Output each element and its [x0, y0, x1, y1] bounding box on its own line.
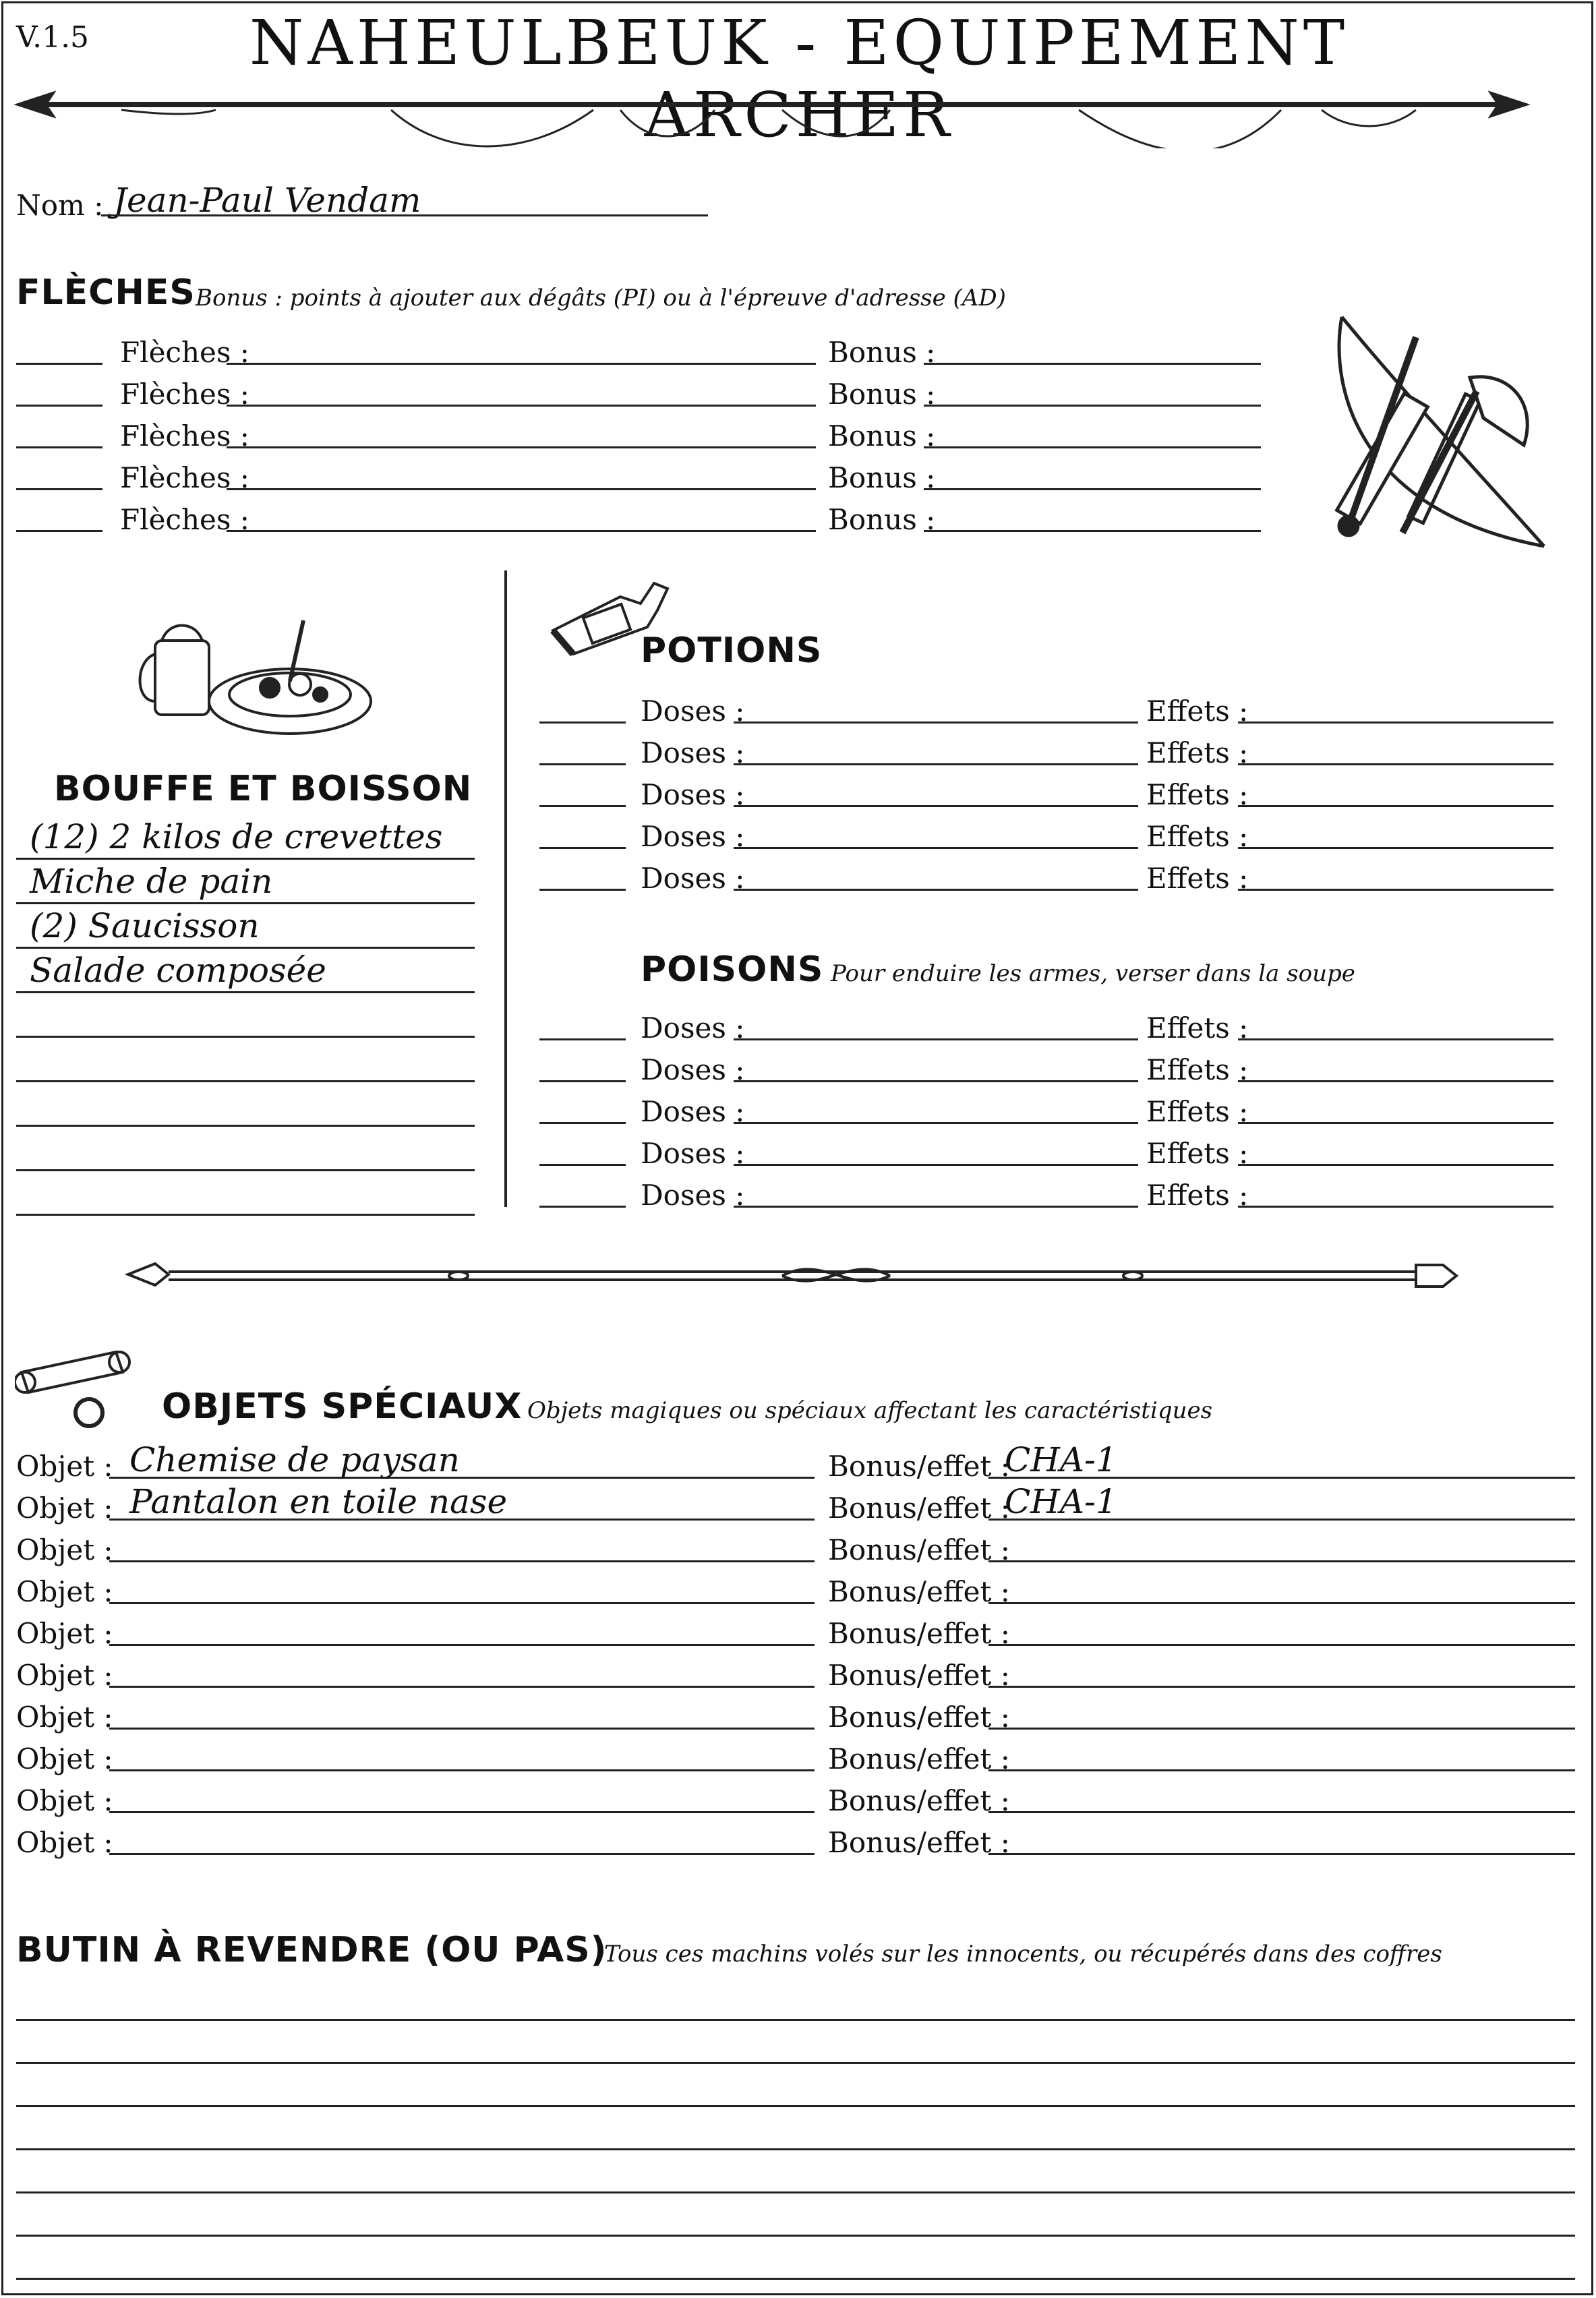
poisons-heading: POISONS [641, 949, 824, 990]
bouffe-underline [16, 947, 475, 949]
potions-heading: POTIONS [641, 630, 823, 671]
fleches-subtitle: Bonus : points à ajouter aux dégâts (PI) ou à l'épreuve d'adresse (AD) [196, 285, 1006, 312]
poisons-effets-field[interactable] [1238, 1080, 1554, 1082]
objet-underline [109, 1853, 815, 1855]
objet-bonus-underline [988, 1602, 1575, 1604]
version-label: V.1.5 [16, 20, 90, 55]
objet-bonus-label: Bonus/effet : [828, 1826, 1010, 1859]
objet-bonus-label: Bonus/effet : [828, 1742, 1010, 1775]
fleches-bonus-field[interactable] [924, 446, 1261, 448]
poisons-quantity-field[interactable] [539, 1206, 626, 1208]
objet-label: Objet : [16, 1784, 113, 1817]
butin-line-field[interactable] [16, 2148, 1575, 2150]
objet-bonus-underline [988, 1853, 1575, 1855]
poisons-doses-field[interactable] [734, 1206, 1138, 1208]
objets-subtitle: Objets magiques ou spéciaux affectant les caractéristiques [527, 1397, 1213, 1424]
potions-doses-label: Doses : [641, 778, 745, 811]
fleches-quantity-field[interactable] [16, 363, 102, 365]
potions-quantity-field[interactable] [539, 721, 626, 724]
butin-line-field[interactable] [16, 2019, 1575, 2021]
poisons-doses-field[interactable] [734, 1038, 1138, 1040]
objet-bonus-label: Bonus/effet : [828, 1533, 1010, 1566]
bouffe-underline [16, 902, 475, 904]
objet-label: Objet : [16, 1701, 113, 1734]
objet-underline [109, 1769, 815, 1771]
butin-line-field[interactable] [16, 2235, 1575, 2237]
objets-heading: OBJETS SPÉCIAUX [162, 1386, 523, 1427]
potions-effets-label: Effets : [1146, 820, 1249, 853]
nom-underline [101, 214, 708, 216]
objet-underline [109, 1686, 815, 1688]
bouffe-item[interactable]: (12) 2 kilos de crevettes [30, 817, 443, 856]
objet-bonus-underline [988, 1728, 1575, 1730]
poisons-doses-field[interactable] [734, 1080, 1138, 1082]
objet-bonus-label: Bonus/effet : [828, 1575, 1010, 1608]
objet-label: Objet : [16, 1617, 113, 1650]
poisons-doses-label: Doses : [641, 1095, 745, 1128]
objet-bonus-underline [988, 1686, 1575, 1688]
poisons-effets-label: Effets : [1146, 1137, 1249, 1170]
potions-effets-field[interactable] [1238, 847, 1554, 849]
potions-doses-label: Doses : [641, 695, 745, 728]
bouffe-underline [16, 1125, 475, 1127]
fleches-bonus-label: Bonus : [828, 461, 936, 494]
potions-effets-field[interactable] [1238, 763, 1554, 765]
poisons-quantity-field[interactable] [539, 1038, 626, 1040]
poisons-doses-label: Doses : [641, 1179, 745, 1212]
potions-doses-field[interactable] [734, 847, 1138, 849]
poisons-doses-label: Doses : [641, 1011, 745, 1044]
fleches-name-field[interactable] [227, 488, 816, 490]
objet-label: Objet : [16, 1659, 113, 1692]
potions-effets-label: Effets : [1146, 736, 1249, 769]
scroll-ring-icon [15, 1345, 150, 1433]
poisons-effets-label: Effets : [1146, 1011, 1249, 1044]
fleches-bonus-label: Bonus : [828, 378, 936, 411]
potions-quantity-field[interactable] [539, 805, 626, 807]
fleches-bonus-field[interactable] [924, 405, 1261, 407]
fleches-name-field[interactable] [227, 405, 816, 407]
arrow-divider-icon [13, 84, 1531, 148]
poisons-effets-field[interactable] [1238, 1122, 1554, 1124]
fleches-row-label: Flèches : [120, 503, 249, 536]
potions-doses-label: Doses : [641, 736, 745, 769]
poisons-subtitle: Pour enduire les armes, verser dans la soupe [831, 960, 1355, 987]
objet-bonus-underline [988, 1811, 1575, 1813]
poisons-doses-label: Doses : [641, 1053, 745, 1086]
objet-bonus-value[interactable]: CHA-1 [1005, 1482, 1117, 1521]
poisons-quantity-field[interactable] [539, 1164, 626, 1166]
objet-bonus-value[interactable]: CHA-1 [1005, 1440, 1117, 1479]
potions-doses-field[interactable] [734, 721, 1138, 724]
objet-bonus-label: Bonus/effet : [828, 1784, 1010, 1817]
page-title: NAHEULBEUK - EQUIPEMENT ARCHER [249, 7, 1349, 151]
fleches-name-field[interactable] [227, 363, 816, 365]
objet-bonus-label: Bonus/effet : [828, 1701, 1010, 1734]
poisons-effets-label: Effets : [1146, 1179, 1249, 1212]
fleches-row-label: Flèches : [120, 336, 249, 369]
fleches-quantity-field[interactable] [16, 488, 102, 490]
potions-effets-label: Effets : [1146, 695, 1249, 728]
poisons-doses-label: Doses : [641, 1137, 745, 1170]
fleches-bonus-field[interactable] [924, 363, 1261, 365]
potions-quantity-field[interactable] [539, 763, 626, 765]
fleches-row-label: Flèches : [120, 461, 249, 494]
fleches-name-field[interactable] [227, 530, 816, 532]
butin-line-field[interactable] [16, 2278, 1575, 2280]
objet-bonus-underline [988, 1769, 1575, 1771]
poisons-effets-label: Effets : [1146, 1053, 1249, 1086]
fleches-bonus-field[interactable] [924, 530, 1261, 532]
fleches-quantity-field[interactable] [16, 405, 102, 407]
potions-quantity-field[interactable] [539, 889, 626, 891]
fleches-heading: FLÈCHES [16, 272, 196, 313]
objet-bonus-label: Bonus/effet : [828, 1450, 1010, 1483]
bouffe-item[interactable]: (2) Saucisson [30, 906, 260, 945]
poisons-doses-field[interactable] [734, 1122, 1138, 1124]
poisons-quantity-field[interactable] [539, 1080, 626, 1082]
objet-underline [109, 1602, 815, 1604]
potions-doses-field[interactable] [734, 763, 1138, 765]
potions-effets-field[interactable] [1238, 721, 1554, 724]
potions-doses-label: Doses : [641, 862, 745, 895]
crossed-weapons-icon [1322, 310, 1564, 553]
fleches-quantity-field[interactable] [16, 446, 102, 448]
fleches-bonus-label: Bonus : [828, 503, 936, 536]
objet-bonus-label: Bonus/effet : [828, 1492, 1010, 1525]
butin-subtitle: Tous ces machins volés sur les innocents, ou récupérés dans des coffres [604, 1941, 1442, 1968]
potions-doses-label: Doses : [641, 820, 745, 853]
potions-doses-field[interactable] [734, 889, 1138, 891]
poisons-effets-label: Effets : [1146, 1095, 1249, 1128]
objet-label: Objet : [16, 1450, 113, 1483]
butin-line-field[interactable] [16, 2105, 1575, 2107]
potions-effets-label: Effets : [1146, 862, 1249, 895]
objet-label: Objet : [16, 1575, 113, 1608]
potions-effets-field[interactable] [1238, 889, 1554, 891]
bouffe-heading: BOUFFE ET BOISSON [54, 769, 473, 809]
bouffe-underline [16, 991, 475, 993]
butin-line-field[interactable] [16, 2191, 1575, 2193]
vertical-divider [504, 570, 507, 1207]
bouffe-underline [16, 1169, 475, 1171]
objet-value[interactable]: Chemise de paysan [129, 1440, 460, 1479]
nom-label: Nom : [16, 189, 104, 222]
bouffe-underline [16, 1036, 475, 1038]
fleches-name-field[interactable] [227, 446, 816, 448]
fleches-row-label: Flèches : [120, 419, 249, 452]
objet-bonus-underline [988, 1644, 1575, 1646]
nom-value[interactable]: Jean-Paul Vendam [113, 181, 421, 220]
objet-bonus-label: Bonus/effet : [828, 1659, 1010, 1692]
fleches-row-label: Flèches : [120, 378, 249, 411]
fleches-bonus-label: Bonus : [828, 336, 936, 369]
bouffe-underline [16, 858, 475, 860]
poisons-quantity-field[interactable] [539, 1122, 626, 1124]
objet-label: Objet : [16, 1742, 113, 1775]
objet-label: Objet : [16, 1826, 113, 1859]
bouffe-item[interactable]: Miche de pain [30, 862, 273, 901]
poisons-effets-field[interactable] [1238, 1164, 1554, 1166]
poisons-effets-field[interactable] [1238, 1206, 1554, 1208]
potions-effets-field[interactable] [1238, 805, 1554, 807]
objet-underline [109, 1560, 815, 1562]
objet-label: Objet : [16, 1533, 113, 1566]
bouffe-underline [16, 1214, 475, 1216]
objet-underline [109, 1644, 815, 1646]
staff-divider-icon [121, 1254, 1470, 1301]
fleches-bonus-label: Bonus : [828, 419, 936, 452]
objet-underline [109, 1728, 815, 1730]
bouffe-item[interactable]: Salade composée [30, 951, 326, 990]
potions-quantity-field[interactable] [539, 847, 626, 849]
food-illustration-icon [135, 600, 378, 742]
butin-line-field[interactable] [16, 2062, 1575, 2064]
bouffe-underline [16, 1080, 475, 1082]
objet-bonus-underline [988, 1560, 1575, 1562]
fleches-bonus-field[interactable] [924, 488, 1261, 490]
potions-effets-label: Effets : [1146, 778, 1249, 811]
potions-doses-field[interactable] [734, 805, 1138, 807]
poisons-doses-field[interactable] [734, 1164, 1138, 1166]
objet-label: Objet : [16, 1492, 113, 1525]
objet-underline [109, 1811, 815, 1813]
poisons-effets-field[interactable] [1238, 1038, 1554, 1040]
butin-heading: BUTIN À REVENDRE (OU PAS) [16, 1930, 608, 1970]
objet-value[interactable]: Pantalon en toile nase [129, 1482, 508, 1521]
fleches-quantity-field[interactable] [16, 530, 102, 532]
objet-bonus-label: Bonus/effet : [828, 1617, 1010, 1650]
